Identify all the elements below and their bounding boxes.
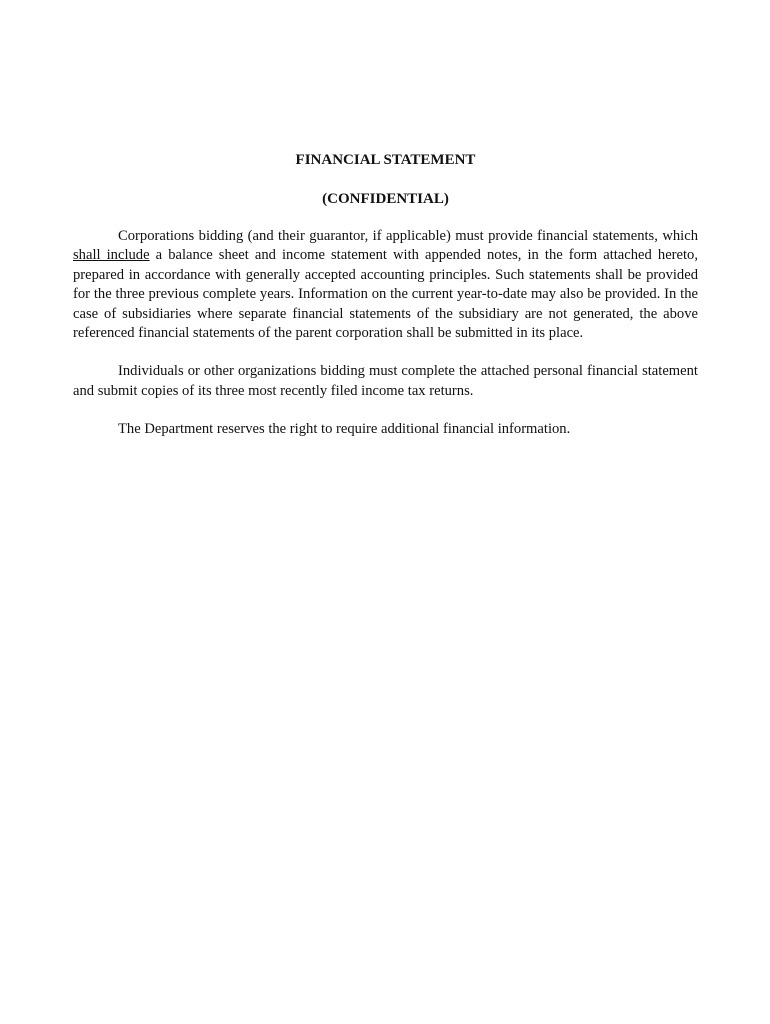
document-body: [73, 150, 698, 440]
document-title: FINANCIAL STATEMENT: [295, 152, 476, 168]
paragraph-individuals: Individuals or other organizations bidding must complete the attached personal financial statement and submit copies of its three most recently filed income tax returns.: [73, 363, 698, 399]
underlined-shall-include: shall include: [73, 247, 150, 264]
paragraph-corporations: [73, 227, 698, 343]
document-subtitle: (CONFIDENTIAL): [322, 191, 449, 207]
paragraph-corporations-before: Corporations bidding (and their guarantor, if applicable) must provide financial statements, which: [118, 228, 698, 244]
paragraph-department: The Department reserves the right to require additional financial information.: [118, 421, 571, 438]
paragraph-corporations-after: a balance sheet and income statement with appended notes, in the form attached hereto, prepared in accordance with generally accepted accounting principles. Such statements shall be provided for the three previous complete years. Information on the current year-to-date may also be provided. In the case of subsidiaries where separate financial statements of the subsidiary are not generated, the above referenced financial statements of the parent corporation shall be submitted in its place.: [73, 247, 699, 342]
